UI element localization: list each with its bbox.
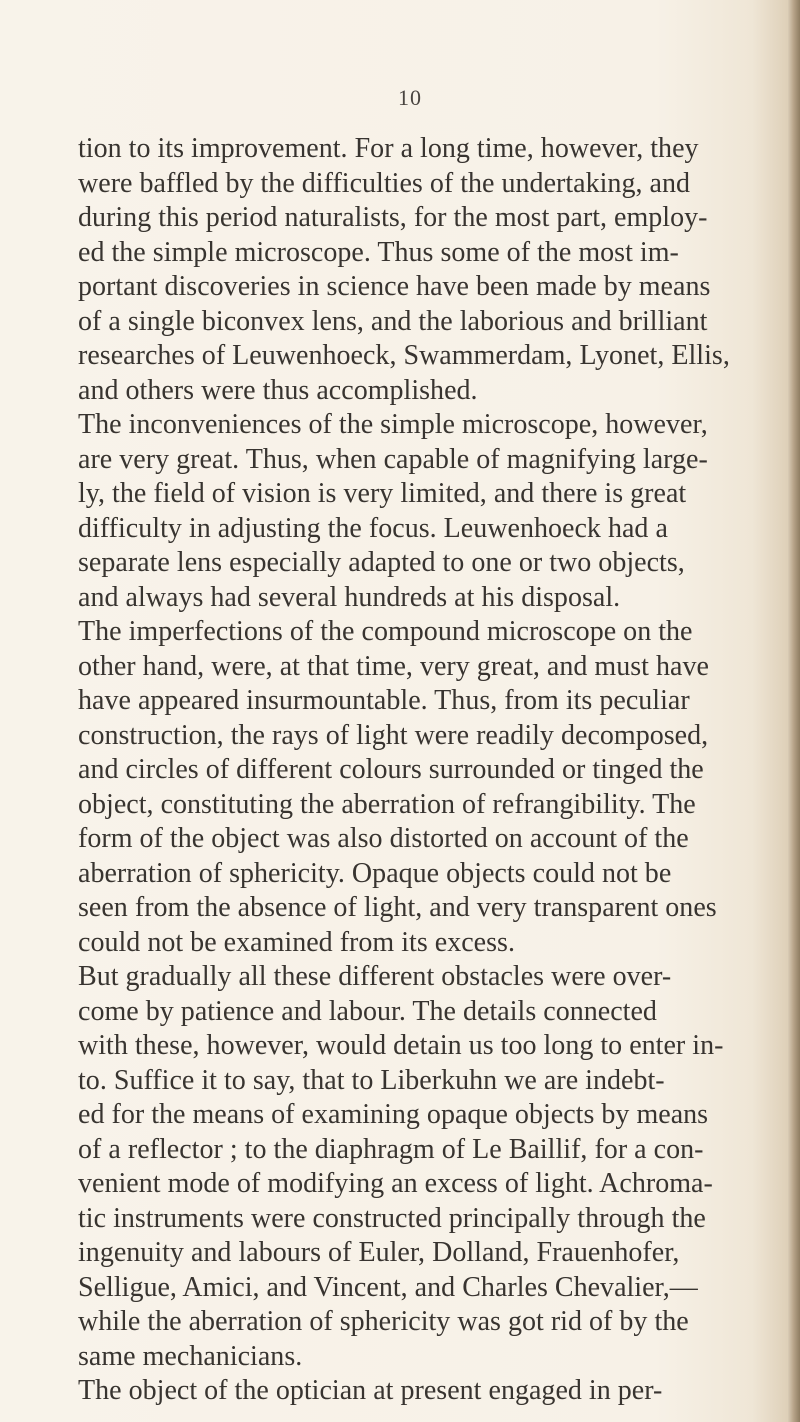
- text-line: tion to its improvement. For a long time, however, they: [78, 133, 699, 164]
- text-line: form of the object was also distorted on account of the: [78, 823, 689, 854]
- text-line: other hand, were, at that time, very great, and must have: [78, 650, 709, 682]
- text-line: difficulty in adjusting the focus. Leuwenhoeck had a: [78, 512, 668, 544]
- text-line: ed the simple microscope. Thus some of the most im-: [78, 236, 679, 268]
- text-line: to. Suffice it to say, that to Liberkuhn we are indebt-: [78, 1064, 665, 1096]
- text-line: with these, however, would detain us too long to enter in-: [78, 1030, 724, 1061]
- text-line: Selligue, Amici, and Vincent, and Charles Chevalier,—: [78, 1271, 698, 1303]
- page-edge-shadow: [788, 0, 800, 1422]
- text-line: separate lens especially adapted to one or two objects,: [78, 547, 685, 578]
- page-number: 10: [398, 85, 422, 110]
- text-line: But gradually all these different obstacles were over-: [78, 961, 672, 992]
- text-line: of a single biconvex lens, and the laborious and brilliant: [78, 305, 708, 337]
- text-line: and always had several hundreds at his disposal.: [78, 581, 621, 613]
- page-body-text: [78, 132, 788, 1409]
- text-line: come by patience and labour. The details connected: [78, 995, 657, 1027]
- text-line: portant discoveries in science have been made by means: [78, 271, 711, 302]
- text-line: and others were thus accomplished.: [78, 374, 478, 406]
- text-line: seen from the absence of light, and very transparent ones: [78, 892, 717, 923]
- text-line: could not be examined from its excess.: [78, 926, 515, 958]
- text-line: while the aberration of sphericity was got rid of by the: [78, 1306, 689, 1337]
- text-line: object, constituting the aberration of refrangibility. The: [78, 788, 696, 820]
- text-line: ingenuity and labours of Euler, Dolland, Frauenhofer,: [78, 1237, 680, 1268]
- text-line: during this period naturalists, for the most part, employ-: [78, 202, 708, 233]
- text-line: The inconveniences of the simple microscope, however,: [78, 409, 708, 440]
- text-line: ed for the means of examining opaque objects by means: [78, 1099, 709, 1130]
- text-line: have appeared insurmountable. Thus, from its peculiar: [78, 685, 690, 716]
- text-line: The object of the optician at present engaged in per-: [78, 1375, 663, 1406]
- text-line: of a reflector ; to the diaphragm of Le Baillif, for a con-: [78, 1133, 704, 1165]
- text-line: same mechanicians.: [78, 1340, 303, 1372]
- text-line: construction, the rays of light were readily decomposed,: [78, 719, 709, 751]
- text-line: were baffled by the difficulties of the undertaking, and: [78, 167, 690, 199]
- text-line: aberration of sphericity. Opaque objects could not be: [78, 857, 672, 889]
- text-line: researches of Leuwenhoeck, Swammerdam, Lyonet, Ellis,: [78, 340, 730, 371]
- text-line: The imperfections of the compound microscope on the: [78, 616, 693, 647]
- text-line: tic instruments were constructed principally through the: [78, 1202, 706, 1234]
- text-line: and circles of different colours surrounded or tinged the: [78, 754, 704, 785]
- text-line: venient mode of modifying an excess of light. Achroma-: [78, 1168, 713, 1199]
- text-line: ly, the field of vision is very limited, and there is great: [78, 478, 687, 509]
- text-line: are very great. Thus, when capable of magnifying large-: [78, 443, 708, 475]
